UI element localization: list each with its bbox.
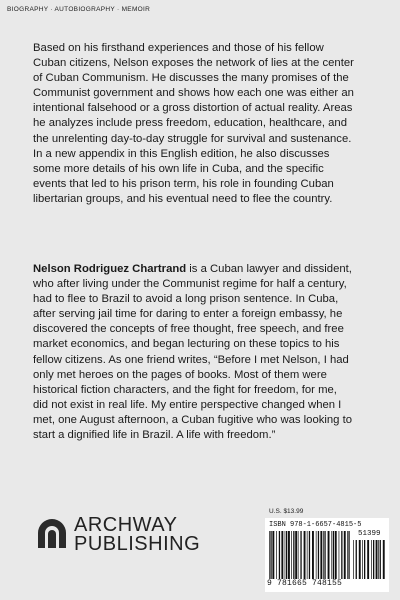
publisher-line-2: PUBLISHING xyxy=(74,533,201,555)
price-label: U.S. $13.99 xyxy=(269,508,304,515)
book-description: Based on his firsthand experiences and those of his fellow Cuban citizens, Nelson exposes the network of lies at the center of Cuban Communism. He discusses the many promises of the Communist government and shows how each one was either an intentional falsehood or a gross distortion of actual reality. Areas he analyzes include press freedom, education, healthcare, and the unrelenting day-to-day struggle for survival and sustenance. In a new appendix in this English edition, he also discusses some more details of his own life in Cuba, and the specific events that led to his prison term, his role in founding Cuban libertarian groups, and his eventual need to flee the country. xyxy=(33,42,354,205)
archway-logo-icon xyxy=(37,519,67,549)
ean-digits: 9 781665 748155 xyxy=(267,579,343,588)
barcode xyxy=(265,518,389,592)
addon-digits: 51399 xyxy=(358,530,381,538)
author-bio xyxy=(33,262,355,443)
genre-line: BIOGRAPHY · AUTOBIOGRAPHY · MEMOIR xyxy=(7,6,151,13)
barcode-bars-icon xyxy=(269,531,351,579)
addon-barcode-bars-icon xyxy=(353,540,385,579)
author-name: Nelson Rodriguez Chartrand xyxy=(33,263,187,275)
publisher-name xyxy=(74,516,200,554)
author-bio-text: is a Cuban lawyer and dissident, who after living under the Communist regime for half a century, had to flee to Brazil to avoid a long prison sentence. In Cuba, after serving jail time for daring to enter a foreign embassy, he discovered the concepts of free thought, free speech, and free market economics, and began lecturing on these topics to his fellow citizens. As one friend writes, “Before I met Nelson, I had only met heroes on the pages of books. Most of them were historical fiction characters, and the fight for freedom, for me, did not exist in real life. My entire perspective changed when I met, one August afternoon, a Cuban fugitive who was looking to start a dignified life in Brazil. A life with freedom.” xyxy=(33,263,353,442)
isbn-label: ISBN 978-1-6657-4815-5 xyxy=(269,521,362,529)
publisher-line-1: ARCHWAY xyxy=(74,514,178,536)
